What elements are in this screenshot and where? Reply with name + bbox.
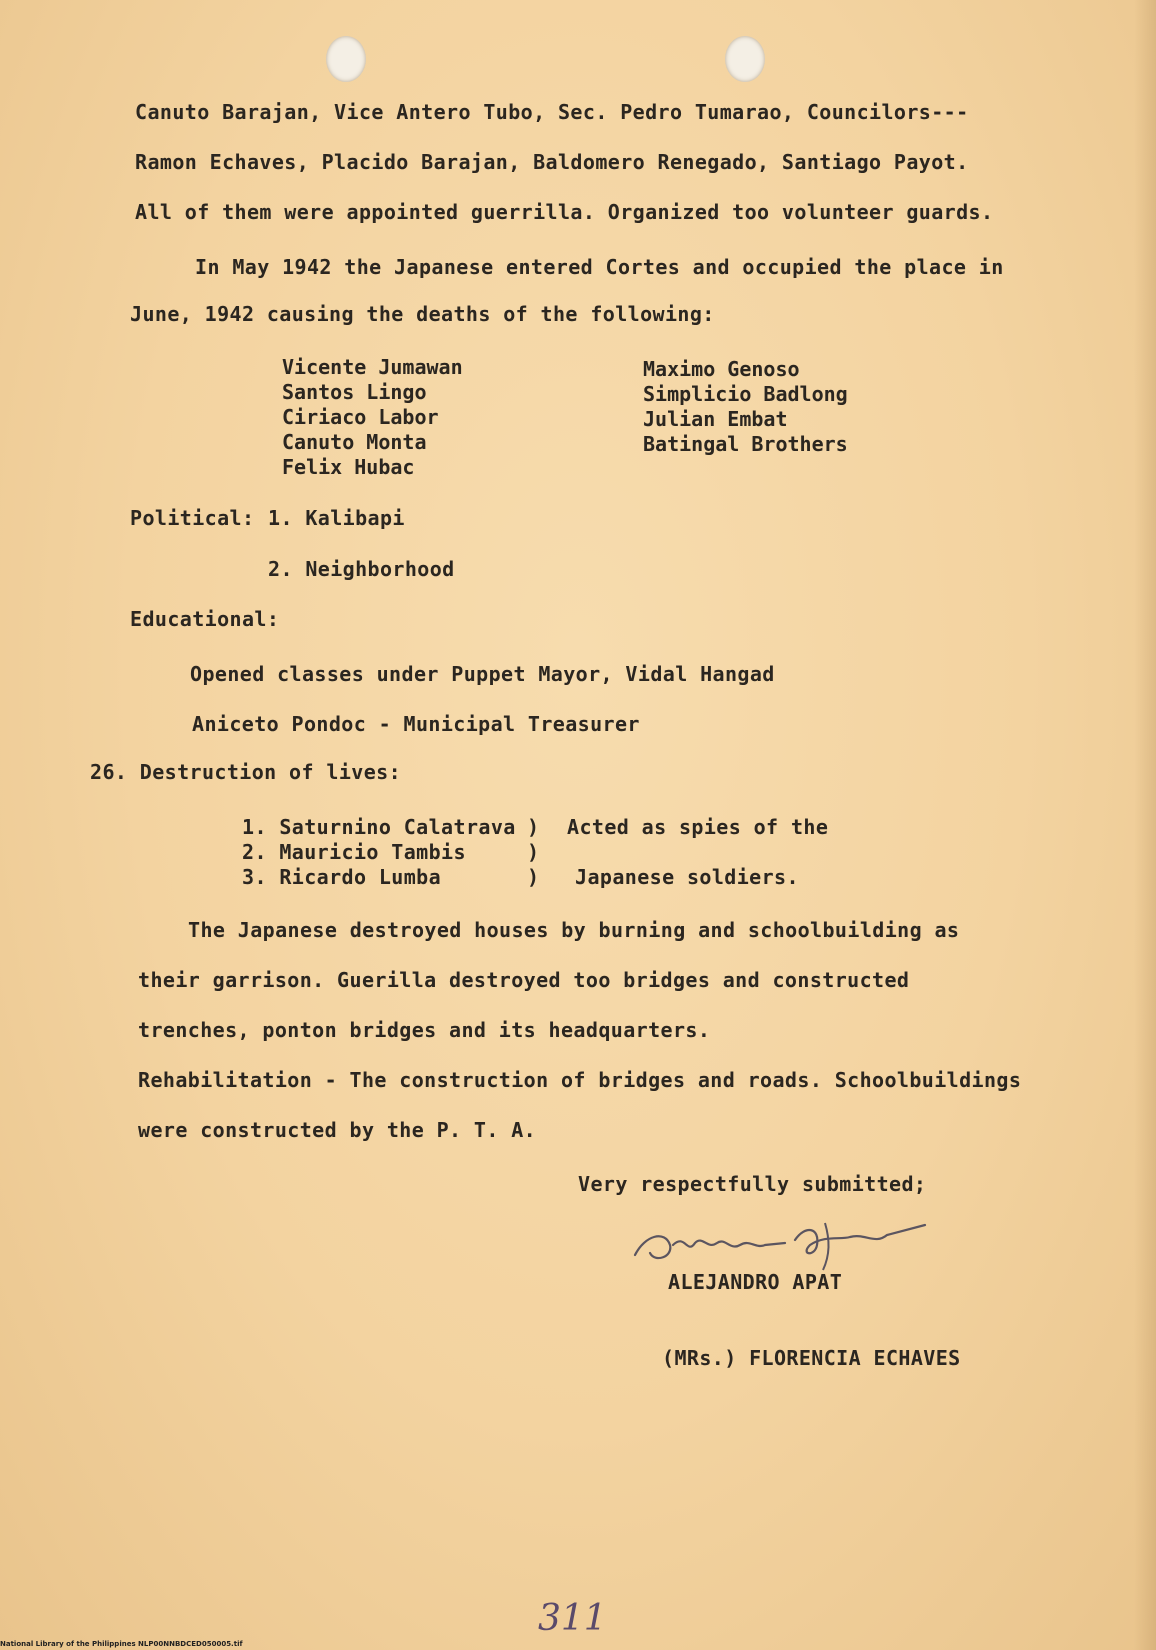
- page-number: 311: [538, 1598, 607, 1639]
- occupation-line-2: June, 1942 causing the deaths of the following:: [130, 302, 715, 326]
- destruction-line-3: trenches, ponton bridges and its headquarters.: [138, 1018, 711, 1042]
- closing-line: Very respectfully submitted;: [578, 1172, 927, 1196]
- political-item-1: 1. Kalibapi: [268, 506, 405, 530]
- spy-name: 2. Mauricio Tambis: [242, 840, 466, 864]
- spy-bracket: ): [527, 865, 540, 889]
- destruction-line-1: The Japanese destroyed houses by burning and schoolbuilding as: [188, 918, 960, 942]
- intro-line-2: Ramon Echaves, Placido Barajan, Baldomero Renegado, Santiago Payot.: [135, 150, 969, 174]
- deaths-list-left: [282, 355, 463, 480]
- spy-note: Acted as spies of the: [567, 815, 829, 839]
- archive-footer: National Library of the Philippines NLP00NNBDCED050005.tif: [0, 1640, 243, 1648]
- death-name: Felix Hubac: [282, 455, 415, 479]
- spy-name: 3. Ricardo Lumba: [242, 865, 442, 889]
- paper-edge-shadow: [1134, 0, 1156, 1650]
- death-name: Canuto Monta: [282, 430, 427, 454]
- spy-bracket: ): [527, 840, 540, 864]
- political-label: Political:: [130, 506, 255, 530]
- death-name: Ciriaco Labor: [282, 405, 439, 429]
- educational-label: Educational:: [130, 607, 280, 631]
- spy-name: 1. Saturnino Calatrava: [242, 815, 516, 839]
- destruction-line-2: their garrison. Guerilla destroyed too bridges and constructed: [138, 968, 910, 992]
- section-26-heading: 26. Destruction of lives:: [90, 760, 402, 784]
- death-name: Santos Lingo: [282, 380, 427, 404]
- educational-item-2: Aniceto Pondoc - Municipal Treasurer: [192, 712, 640, 736]
- punch-hole-right: [725, 36, 765, 82]
- intro-line-3: All of them were appointed guerrilla. Organized too volunteer guards.: [135, 200, 994, 224]
- political-item-2: 2. Neighborhood: [268, 557, 455, 581]
- spy-note: Japanese soldiers.: [575, 865, 799, 889]
- death-name: Vicente Jumawan: [282, 355, 463, 379]
- signer-1-name: ALEJANDRO APAT: [668, 1270, 843, 1294]
- intro-line-1: Canuto Barajan, Vice Antero Tubo, Sec. Pedro Tumarao, Councilors---: [135, 100, 969, 124]
- signer-2-name: (MRs.) FLORENCIA ECHAVES: [662, 1346, 961, 1370]
- death-name: Simplicio Badlong: [643, 382, 848, 406]
- death-name: Julian Embat: [643, 407, 788, 431]
- rehabilitation-line-1: Rehabilitation - The construction of bridges and roads. Schoolbuildings: [138, 1068, 1022, 1092]
- death-name: Batingal Brothers: [643, 432, 848, 456]
- spy-bracket: ): [527, 815, 540, 839]
- rehabilitation-line-2: were constructed by the P. T. A.: [138, 1118, 537, 1142]
- death-name: Maximo Genoso: [643, 357, 800, 381]
- punch-hole-left: [326, 36, 366, 82]
- educational-item-1: Opened classes under Puppet Mayor, Vidal Hangad: [190, 662, 775, 686]
- occupation-line-1: In May 1942 the Japanese entered Cortes and occupied the place in: [195, 255, 1004, 279]
- deaths-list-right: [643, 357, 848, 457]
